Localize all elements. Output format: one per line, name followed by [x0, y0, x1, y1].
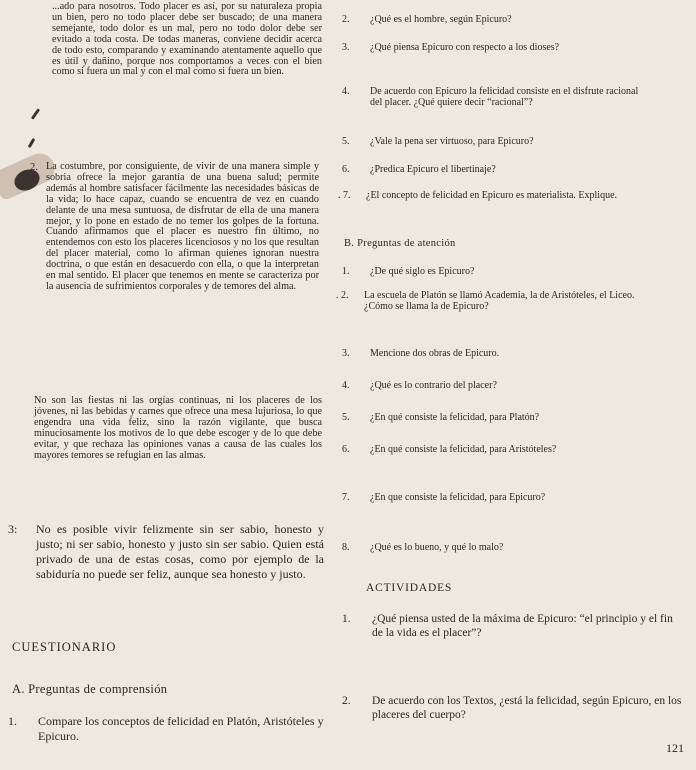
question-number: 4.	[342, 86, 350, 97]
paragraph-2-text: La costumbre, por consiguiente, de vivir de una manera simple y sobria ofrece la mejor garantía de una buena salud; permite además al hombre satisfacer fácilmente las necesidades básicas de la vida; lo hace capaz, cuando se encuentra de vez en cuando delante de una mesa suntuosa, de disfrutar de ella de una manera mejor, y lo pone en estado de no temer los golpes de la fortuna. Cuando afirmamos que el placer es nuestro fin último, no entendemos con esto los placeres licenciosos y no los que resultan del placer material, como lo afirman quienes ignoran nuestra doctrina, o que están en desacuerdo con ella, o que la interpretan en mal sentido. El placer que tenemos en mente se caracteriza por la ausencia de sufrimientos corporales y de temores del alma.	[46, 161, 319, 292]
question-text: La escuela de Platón se llamó Academia, la de Aristóteles, el Liceo. ¿Cómo se llama la de Epicuro?	[364, 290, 635, 312]
right-column	[336, 0, 687, 770]
question-text: ¿Qué es lo contrario del placer?	[370, 380, 497, 391]
activity-1	[342, 612, 682, 640]
question-number: 4.	[342, 380, 350, 391]
paragraph-3: No son las fiestas ni las orgías continuas, ni los placeres de los jóvenes, ni las bebidas y carnes que ofrece una mesa lujuriosa, lo que engendra una vida feliz, sino la razón vigilante, que busca minuciosamente los motivos de lo que debe escoger y de lo que debe evitar, y que rechaza las opiniones vanas a causa de las cuales los mayores temores se refugian en las almas.	[34, 395, 322, 461]
question-text: ¿Qué es el hombre, según Epicuro?	[370, 14, 512, 25]
question-number: 1.	[8, 714, 17, 728]
question-text: Mencione dos obras de Epicuro.	[370, 348, 500, 359]
paragraph-number: 2.	[30, 162, 38, 173]
question-number: 2.	[342, 14, 350, 25]
edge-mark	[28, 138, 36, 148]
activity-number: 2.	[342, 695, 351, 707]
question-number: 6.	[342, 164, 350, 175]
left-column	[0, 0, 330, 770]
question-text: ¿Qué es lo bueno, y qué lo malo?	[370, 542, 504, 553]
section-title-cuestionario: CUESTIONARIO	[12, 640, 117, 654]
question-number: 6.	[342, 444, 350, 455]
question-number: 3.	[342, 42, 350, 53]
question-text: ¿Vale la pena ser virtuoso, para Epicuro?	[370, 136, 534, 147]
question-text: ¿De qué siglo es Epicuro?	[370, 266, 475, 277]
page-number: 121	[666, 741, 684, 755]
question-b2	[336, 290, 656, 312]
question-text: ¿Predica Epicuro el libertinaje?	[370, 164, 496, 175]
question-b3	[342, 348, 687, 359]
activity-text: ¿Qué piensa usted de la máxima de Epicuro: “el principio y el fin de la vida es el placer”?	[372, 613, 673, 639]
question-b1	[342, 266, 687, 277]
section-title-a: A. Preguntas de comprensión	[12, 682, 168, 696]
section-title-b: B. Preguntas de atención	[344, 238, 456, 249]
activity-text: De acuerdo con los Textos, ¿está la felicidad, según Epicuro, en los placeres del cuerpo?	[372, 695, 682, 721]
edge-mark	[31, 108, 40, 120]
question-b6	[342, 444, 662, 455]
question-text: ¿En qué consiste la felicidad, para Platón?	[370, 412, 540, 423]
question-b8	[342, 542, 687, 553]
question-text: De acuerdo con Epicuro la felicidad consiste en el disfrute racional del placer. ¿Qué quiere decir “racional”?	[370, 86, 639, 108]
question-b5	[342, 412, 687, 423]
paragraph-intro: ...ado para nosotros. Todo placer es así, por su naturaleza propia un bien, pero no todo placer debe ser buscado; de una manera semejante, todo dolor es un mal, pero no todo dolor debe ser evitado a toda costa. De todas maneras, conviene decidir acerca de todo esto, comparando y examinando atentamente aquello que es útil y dañino, porque nos comportamos a veces con el bien como si fuera un mal y con el mal como si fuera un bien.	[52, 1, 322, 78]
section-title-actividades: ACTIVIDADES	[366, 582, 453, 594]
question-a6	[342, 164, 687, 175]
question-number: . 2.	[336, 290, 349, 301]
question-number: 5.	[342, 136, 350, 147]
question-b4	[342, 380, 687, 391]
question-text: ¿Qué piensa Epicuro con respecto a los dioses?	[370, 42, 560, 53]
activity-2	[342, 694, 682, 722]
paragraph-4-text: No es posible vivir felizmente sin ser sabio, honesto y justo; ni ser sabio, honesto y justo sin ser sabio. Quien está privado de una de estas cosas, como por ejemplo de la sabiduría no puede ser feliz, aunque sea honesto y justo.	[36, 522, 324, 581]
question-a2	[342, 14, 687, 25]
activity-number: 1.	[342, 613, 351, 625]
question-text: ¿El concepto de felicidad en Epicuro es materialista. Explique.	[366, 190, 618, 201]
question-text: ¿En que consiste la felicidad, para Epicuro?	[370, 492, 546, 503]
question-a7	[338, 190, 650, 201]
question-number: 8.	[342, 542, 350, 553]
question-text: ¿En qué consiste la felicidad, para Aristóteles?	[370, 444, 557, 455]
question-number: 3.	[342, 348, 350, 359]
question-number: 5.	[342, 412, 350, 423]
question-number: 1.	[342, 266, 350, 277]
question-a5	[342, 136, 687, 147]
question-text: Compare los conceptos de felicidad en Platón, Aristóteles y Epicuro.	[38, 714, 324, 743]
question-number: . 7.	[338, 190, 351, 201]
paragraph-number: 3:	[8, 522, 18, 536]
question-a4	[342, 86, 642, 108]
question-a3	[342, 42, 642, 53]
question-b7	[342, 492, 687, 503]
question-number: 7.	[342, 492, 350, 503]
